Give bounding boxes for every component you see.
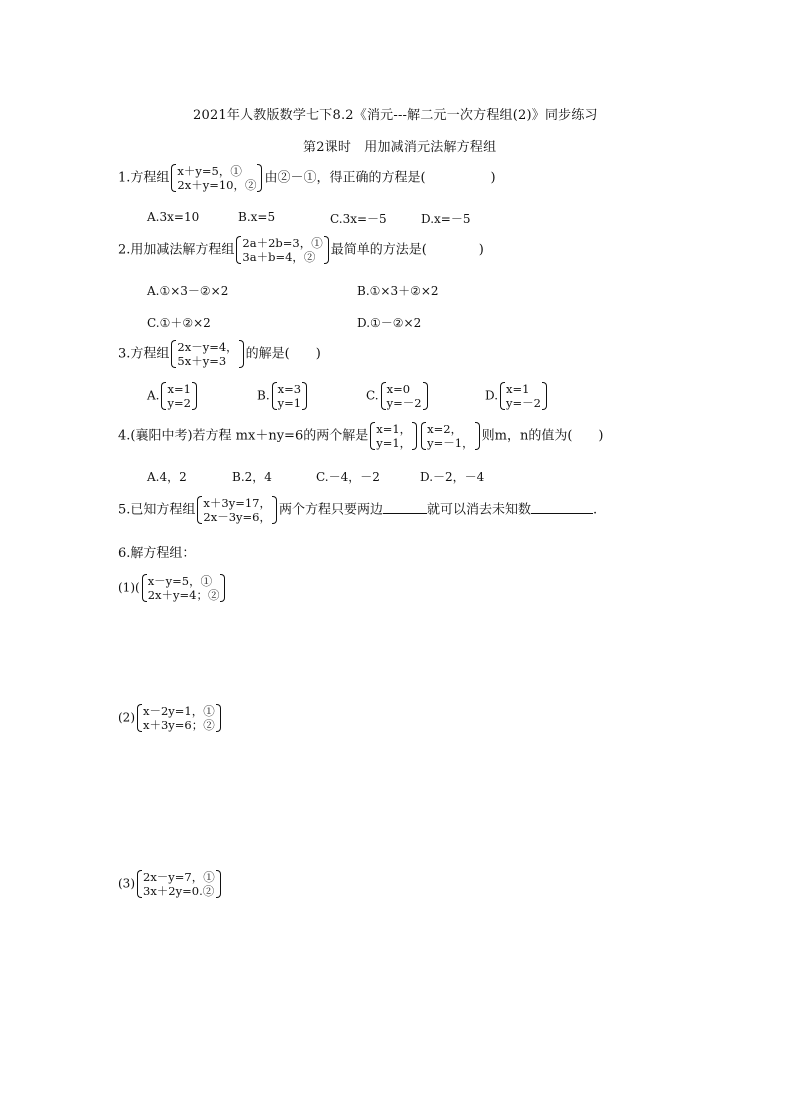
q3-option-b-y: y=1: [277, 396, 302, 410]
q6-part-1: [118, 574, 227, 602]
q4-prefix: 4.(襄阳中考)若方程 mx＋ny=6的两个解是: [118, 428, 369, 444]
q3-option-b: [257, 382, 309, 410]
q6-part-3-system: [137, 870, 221, 898]
q3-option-a: [147, 382, 199, 410]
q6-part-2: [118, 704, 223, 732]
q5-eq2: 2x－3y=6，: [203, 510, 271, 524]
q3-eq1: 2x－y=4，: [177, 340, 238, 354]
q1-eq1: x＋y=5，①: [177, 164, 242, 178]
q2-suffix: 最简单的方法是( ): [330, 242, 484, 258]
q1-option-b: B.x=5: [238, 210, 276, 224]
q4-option-d: D.－2，－4: [420, 470, 485, 484]
q4-solution-1-x: x=1，: [376, 422, 412, 436]
q3-equation-system: [171, 340, 243, 368]
q5-text-1: 两个方程只要两边: [278, 502, 383, 518]
q2-prefix: 2.用加减法解方程组: [118, 242, 235, 258]
q4-option-b: B.2，4: [232, 470, 272, 484]
q6-part-2-label: (2): [118, 710, 135, 725]
question-2: [118, 236, 484, 264]
q5-prefix: 5.已知方程组: [118, 502, 196, 518]
q3-option-a-system: [161, 382, 196, 410]
q1-option-d: D.x=－5: [421, 212, 471, 226]
document-title: 2021年人教版数学七下8.2《消元---解二元一次方程组(2)》同步练习: [193, 108, 598, 123]
q6-part-2-system: [137, 704, 221, 732]
q2-equation-system: [236, 236, 328, 264]
q3-prefix: 3.方程组: [118, 346, 170, 362]
q3-eq2: 5x＋y=3: [177, 354, 227, 368]
q1-option-c: C.3x=－5: [330, 212, 387, 226]
q1-eq2: 2x＋y=10，②: [177, 178, 257, 192]
q3-option-c: [366, 382, 430, 410]
q3-option-d-y: y=－2: [506, 396, 541, 410]
q1-option-a: A.3x=10: [147, 210, 200, 224]
q3-option-b-system: [272, 382, 307, 410]
question-6-heading: 6.解方程组：: [118, 546, 196, 561]
q2-option-a: A.①×3－②×2: [147, 284, 229, 298]
q5-eq1: x＋3y=17，: [203, 496, 271, 510]
q2-eq1: 2a＋2b=3，①: [242, 236, 323, 250]
q5-blank-1[interactable]: [383, 513, 427, 514]
q3-suffix: 的解是( ): [245, 346, 321, 362]
q1-prefix: 1.方程组: [118, 170, 170, 186]
q3-option-a-x: x=1: [167, 382, 191, 396]
q4-option-c: C.－4，－2: [316, 470, 380, 484]
q6-part-2-eq2: x＋3y=6；②: [143, 718, 215, 732]
q5-equation-system: [197, 496, 277, 524]
q2-option-c: C.①＋②×2: [147, 316, 211, 330]
q3-option-c-x: x=0: [386, 382, 411, 396]
document-subtitle: 第2课时 用加减消元法解方程组: [303, 140, 497, 155]
q4-solution-2-x: x=2，: [427, 422, 463, 436]
q5-blank-2[interactable]: [531, 513, 593, 514]
q3-option-d-system: [500, 382, 547, 410]
q3-option-d-label: D.: [485, 388, 499, 403]
q3-option-c-label: C.: [366, 388, 379, 403]
q1-suffix: 由②－①，得正确的方程是( ): [264, 170, 496, 186]
q2-option-b: B.①×3＋②×2: [357, 284, 439, 298]
q6-part-1-eq1: x－y=5，①: [147, 574, 213, 588]
q5-end: .: [593, 502, 598, 518]
q2-eq2: 3a＋b=4，②: [242, 250, 316, 264]
q6-part-1-system: [142, 574, 226, 602]
q4-solution-1-y: y=1，: [376, 436, 412, 450]
q3-option-c-system: [381, 382, 428, 410]
q6-part-1-eq2: 2x＋y=4；②: [147, 588, 220, 602]
q3-option-b-label: B.: [257, 388, 270, 403]
q4-suffix: 则m，n的值为( ): [481, 428, 604, 444]
q6-part-3-eq2: 3x＋2y=0.②: [143, 884, 215, 898]
question-4: [118, 422, 603, 450]
q3-option-a-y: y=2: [167, 396, 191, 410]
q6-part-1-label: (1)(: [118, 580, 140, 595]
q3-option-b-x: x=3: [277, 382, 302, 396]
q4-solution-2-y: y=－1，: [427, 436, 474, 450]
question-5: [118, 496, 597, 524]
q3-option-a-label: A.: [147, 388, 160, 403]
q3-option-c-y: y=－2: [386, 396, 422, 410]
q6-part-3: [118, 870, 223, 898]
q6-part-3-label: (3): [118, 876, 135, 891]
q4-solution-1: [370, 422, 417, 450]
q6-part-2-eq1: x－2y=1，①: [143, 704, 215, 718]
q2-option-d: D.①－②×2: [357, 316, 422, 330]
question-1: [118, 164, 496, 192]
question-3: [118, 340, 321, 368]
q3-option-d-x: x=1: [506, 382, 530, 396]
q3-option-d: [485, 382, 549, 410]
q5-text-2: 就可以消去未知数: [427, 502, 532, 518]
q4-solution-2: [421, 422, 479, 450]
q6-part-3-eq1: 2x－y=7，①: [143, 870, 215, 884]
q4-option-a: A.4，2: [147, 470, 187, 484]
q1-equation-system: [171, 164, 262, 192]
